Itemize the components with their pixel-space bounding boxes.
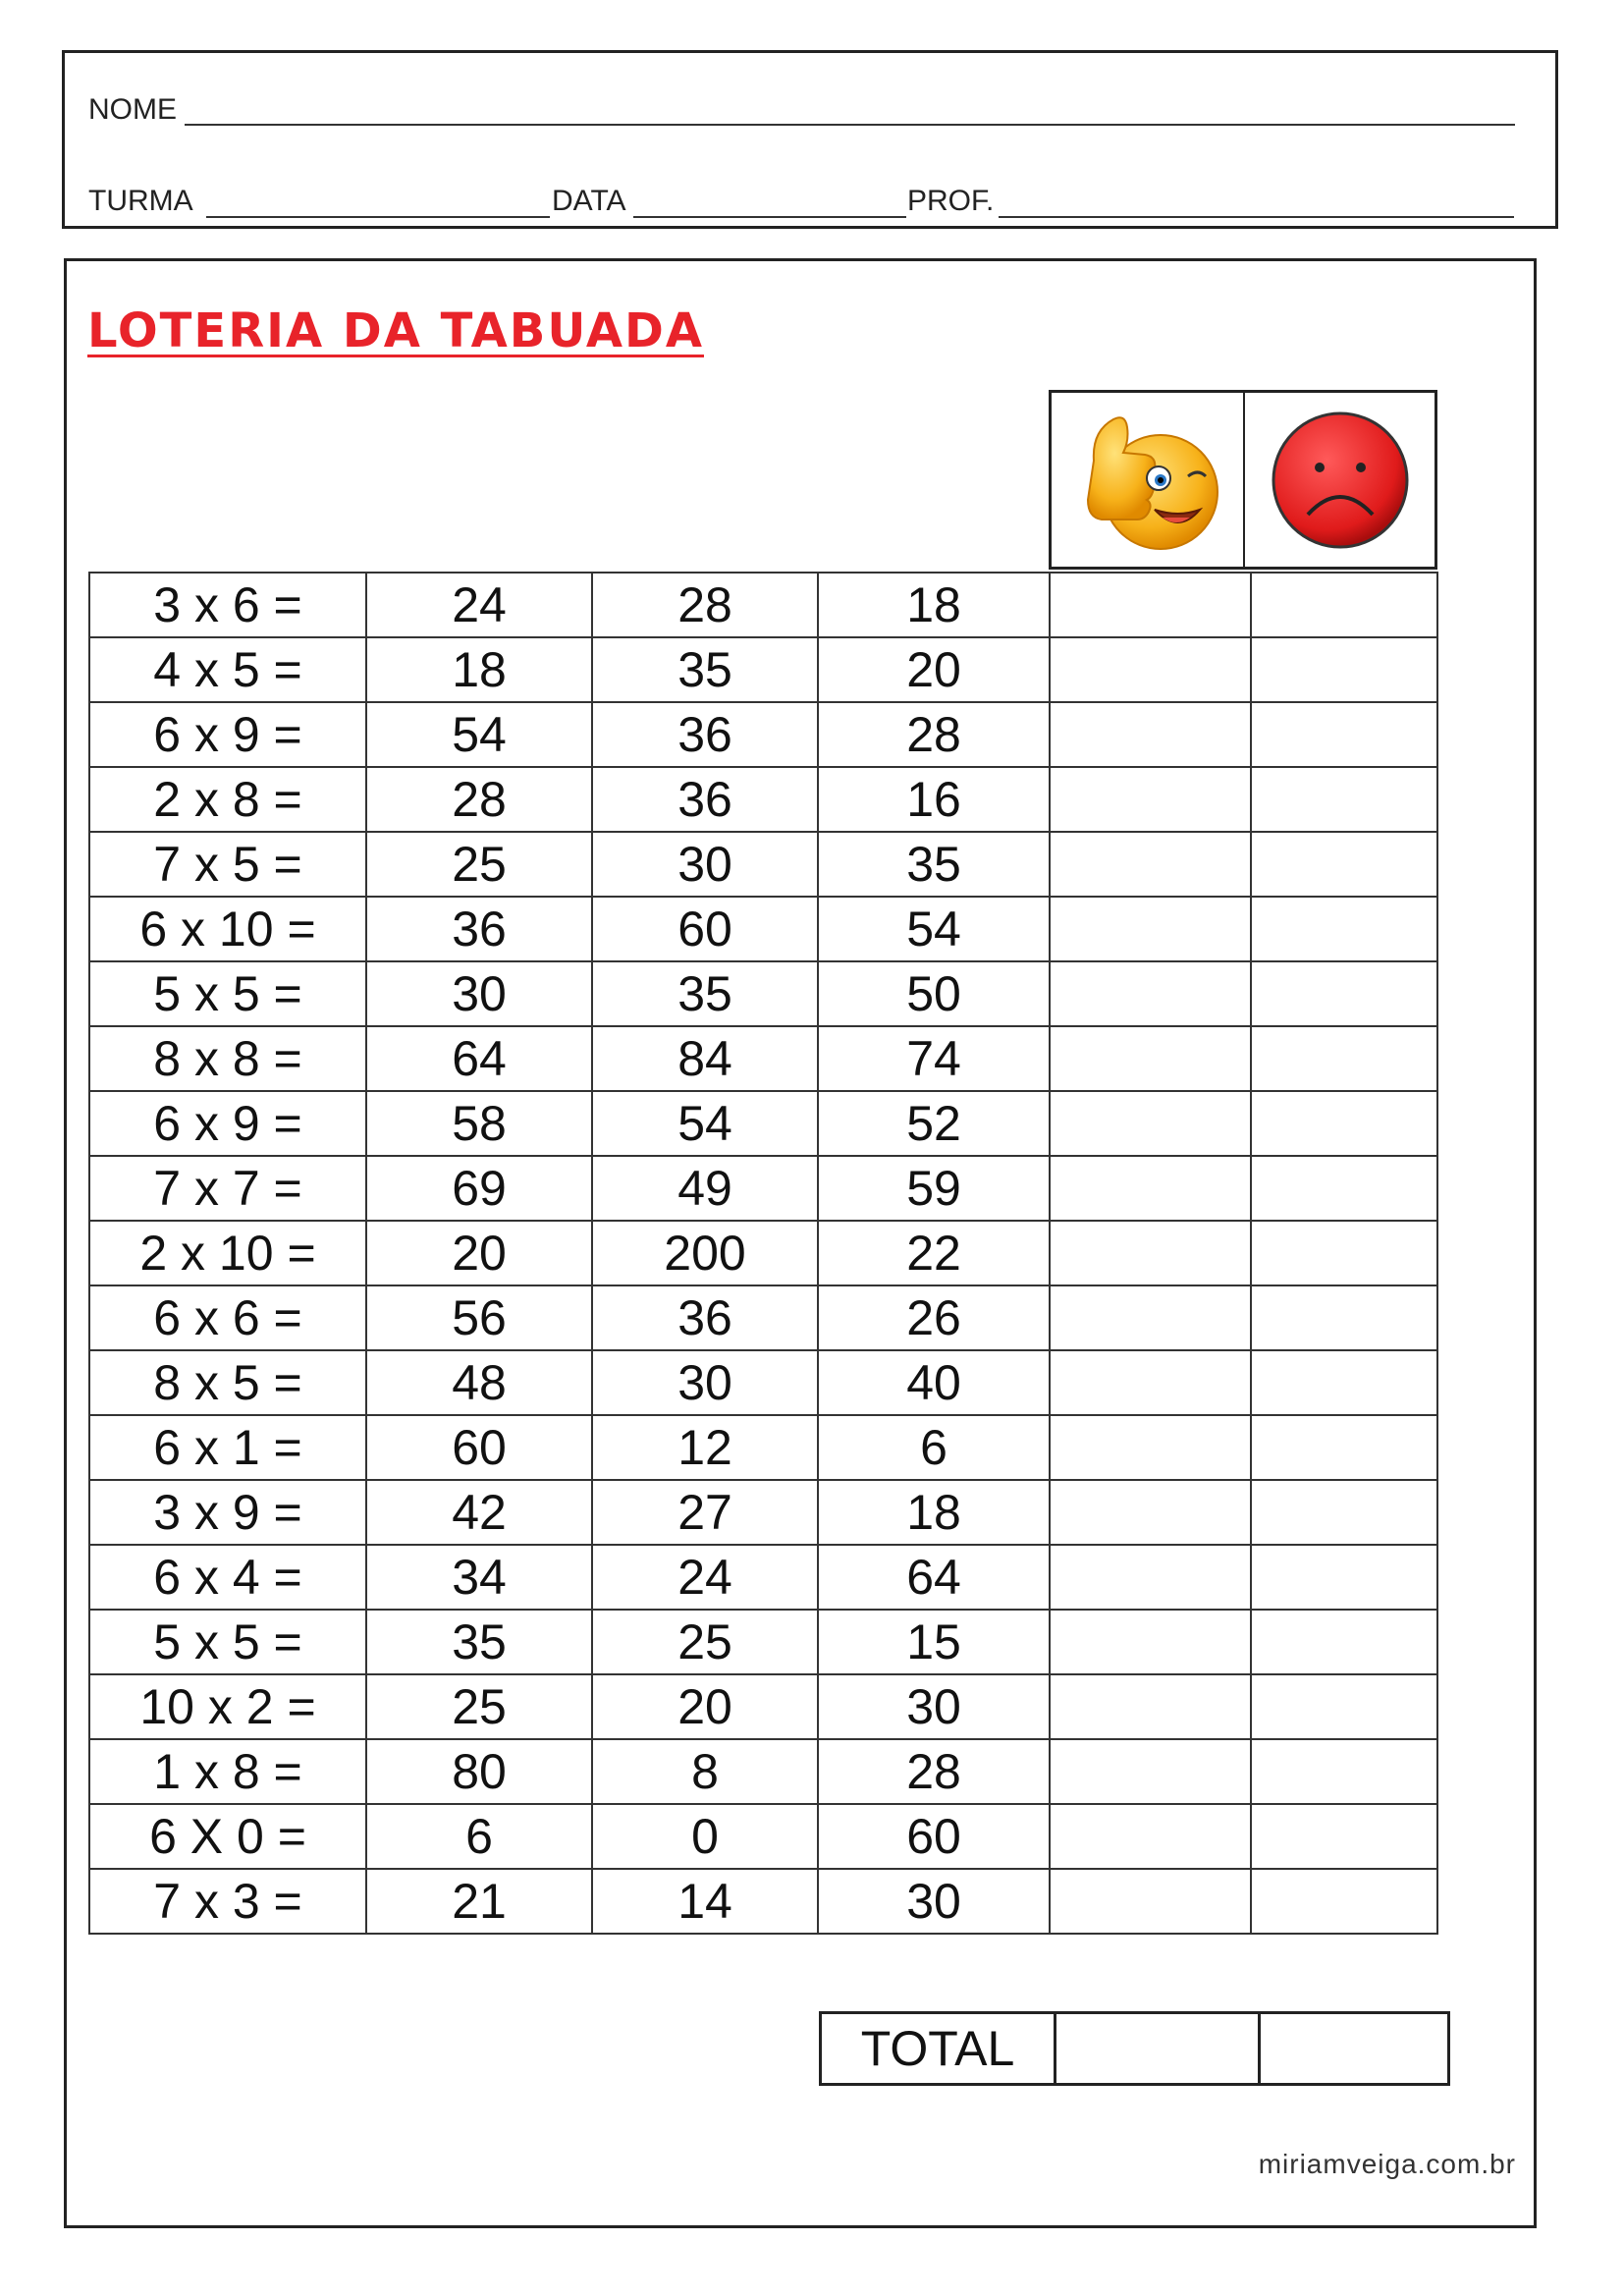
correct-column-header [1052,393,1243,567]
table-row [89,1739,1437,1804]
option-b-cell[interactable]: 28 [592,573,818,637]
option-b-cell[interactable]: 35 [592,637,818,702]
correct-mark-cell[interactable] [1050,1156,1251,1221]
class-label: TURMA [88,185,193,217]
date-field[interactable] [633,216,906,218]
wrong-mark-cell[interactable] [1251,1869,1437,1934]
option-c-cell[interactable]: 35 [818,832,1050,897]
table-row [89,1285,1437,1350]
wrong-mark-cell[interactable] [1251,702,1437,767]
option-b-cell[interactable]: 12 [592,1415,818,1480]
correct-mark-cell[interactable] [1050,1869,1251,1934]
table-row [89,1674,1437,1739]
name-label: NOME [88,93,177,126]
wrong-mark-cell[interactable] [1251,1221,1437,1285]
correct-mark-cell[interactable] [1050,1285,1251,1350]
option-b-cell[interactable]: 20 [592,1674,818,1739]
operation-cell: 7 x 3 = [89,1869,366,1934]
option-b-cell[interactable]: 60 [592,897,818,961]
operation-cell: 6 x 1 = [89,1415,366,1480]
table-row [89,1869,1437,1934]
name-field[interactable] [185,124,1515,126]
wrong-mark-cell[interactable] [1251,1026,1437,1091]
option-c-cell[interactable]: 54 [818,897,1050,961]
wrong-mark-cell[interactable] [1251,1804,1437,1869]
operation-cell: 5 x 5 = [89,961,366,1026]
option-a-cell[interactable]: 20 [366,1221,592,1285]
option-a-cell[interactable]: 18 [366,637,592,702]
option-a-cell[interactable]: 64 [366,1026,592,1091]
operation-cell: 3 x 9 = [89,1480,366,1545]
option-c-cell[interactable]: 18 [818,573,1050,637]
operation-cell: 1 x 8 = [89,1739,366,1804]
option-c-cell[interactable]: 15 [818,1610,1050,1674]
table-row [89,1415,1437,1480]
correct-mark-cell[interactable] [1050,1545,1251,1610]
option-b-cell[interactable]: 14 [592,1869,818,1934]
wrong-mark-cell[interactable] [1251,1091,1437,1156]
option-a-cell[interactable]: 21 [366,1869,592,1934]
option-c-cell[interactable]: 30 [818,1869,1050,1934]
wrong-mark-cell[interactable] [1251,1156,1437,1221]
correct-mark-cell[interactable] [1050,1610,1251,1674]
correct-mark-cell[interactable] [1050,1026,1251,1091]
sad-face-icon [1267,407,1414,554]
total-correct-cell[interactable] [1056,2013,1260,2085]
option-c-cell[interactable]: 28 [818,702,1050,767]
wrong-mark-cell[interactable] [1251,637,1437,702]
option-a-cell[interactable]: 6 [366,1804,592,1869]
option-c-cell[interactable]: 50 [818,961,1050,1026]
option-b-cell[interactable]: 30 [592,832,818,897]
table-row [89,1026,1437,1091]
correct-mark-cell[interactable] [1050,1739,1251,1804]
option-a-cell[interactable]: 60 [366,1415,592,1480]
wrong-mark-cell[interactable] [1251,897,1437,961]
table-row [89,897,1437,961]
correct-mark-cell[interactable] [1050,573,1251,637]
operation-cell: 6 x 9 = [89,702,366,767]
wrong-mark-cell[interactable] [1251,1545,1437,1610]
option-a-cell[interactable]: 48 [366,1350,592,1415]
option-a-cell[interactable]: 54 [366,702,592,767]
correct-mark-cell[interactable] [1050,1480,1251,1545]
table-row [89,1610,1437,1674]
table-row [89,637,1437,702]
operation-cell: 6 x 10 = [89,897,366,961]
correct-mark-cell[interactable] [1050,1221,1251,1285]
operation-cell: 7 x 5 = [89,832,366,897]
option-c-cell[interactable]: 74 [818,1026,1050,1091]
option-b-cell[interactable]: 0 [592,1804,818,1869]
operation-cell: 6 x 4 = [89,1545,366,1610]
option-a-cell[interactable]: 25 [366,832,592,897]
operation-cell: 6 x 9 = [89,1091,366,1156]
total-label: TOTAL [821,2013,1056,2085]
wrong-mark-cell[interactable] [1251,1480,1437,1545]
thumbs-up-wink-emoji-icon [1064,402,1231,559]
option-b-cell[interactable]: 24 [592,1545,818,1610]
worksheet-title: LOTERIA DA TABUADA [87,303,704,358]
wrong-mark-cell[interactable] [1251,961,1437,1026]
multiplication-table [88,572,1438,1935]
option-b-cell[interactable]: 27 [592,1480,818,1545]
option-a-cell[interactable]: 36 [366,897,592,961]
correct-mark-cell[interactable] [1050,637,1251,702]
correct-mark-cell[interactable] [1050,767,1251,832]
correct-mark-cell[interactable] [1050,1350,1251,1415]
option-c-cell[interactable]: 59 [818,1156,1050,1221]
option-b-cell[interactable]: 200 [592,1221,818,1285]
option-b-cell[interactable]: 30 [592,1350,818,1415]
option-a-cell[interactable]: 35 [366,1610,592,1674]
option-c-cell[interactable]: 18 [818,1480,1050,1545]
table-row [89,832,1437,897]
correct-mark-cell[interactable] [1050,1804,1251,1869]
option-c-cell[interactable]: 16 [818,767,1050,832]
option-a-cell[interactable]: 34 [366,1545,592,1610]
operation-cell: 6 x 6 = [89,1285,366,1350]
wrong-mark-cell[interactable] [1251,1285,1437,1350]
wrong-mark-cell[interactable] [1251,1350,1437,1415]
option-c-cell[interactable]: 60 [818,1804,1050,1869]
option-b-cell[interactable]: 84 [592,1026,818,1091]
option-b-cell[interactable]: 49 [592,1156,818,1221]
website-credit: miriamveiga.com.br [1258,2149,1516,2179]
table-row [89,961,1437,1026]
wrong-mark-cell[interactable] [1251,1415,1437,1480]
table-row [89,1545,1437,1610]
option-c-cell[interactable]: 6 [818,1415,1050,1480]
correct-mark-cell[interactable] [1050,702,1251,767]
icon-header [1049,390,1437,570]
table-row [89,1350,1437,1415]
table-row [89,1091,1437,1156]
operation-cell: 6 X 0 = [89,1804,366,1869]
option-a-cell[interactable]: 69 [366,1156,592,1221]
class-field[interactable] [206,216,550,218]
wrong-mark-cell[interactable] [1251,1674,1437,1739]
operation-cell: 2 x 8 = [89,767,366,832]
wrong-mark-cell[interactable] [1251,767,1437,832]
wrong-mark-cell[interactable] [1251,1739,1437,1804]
correct-mark-cell[interactable] [1050,897,1251,961]
correct-mark-cell[interactable] [1050,1091,1251,1156]
operation-cell: 4 x 5 = [89,637,366,702]
option-a-cell[interactable]: 80 [366,1739,592,1804]
correct-mark-cell[interactable] [1050,1415,1251,1480]
operation-cell: 2 x 10 = [89,1221,366,1285]
option-b-cell[interactable]: 36 [592,1285,818,1350]
teacher-field[interactable] [999,216,1514,218]
table-row [89,1156,1437,1221]
option-b-cell[interactable]: 25 [592,1610,818,1674]
option-a-cell[interactable]: 25 [366,1674,592,1739]
correct-mark-cell[interactable] [1050,1674,1251,1739]
table-row [89,767,1437,832]
wrong-mark-cell[interactable] [1251,1610,1437,1674]
option-a-cell[interactable]: 24 [366,573,592,637]
option-a-cell[interactable]: 30 [366,961,592,1026]
operation-cell: 10 x 2 = [89,1674,366,1739]
option-a-cell[interactable]: 28 [366,767,592,832]
operation-cell: 3 x 6 = [89,573,366,637]
wrong-column-header [1243,393,1435,567]
wrong-mark-cell[interactable] [1251,832,1437,897]
date-label: DATA [552,185,626,217]
option-b-cell[interactable]: 54 [592,1091,818,1156]
option-a-cell[interactable]: 56 [366,1285,592,1350]
option-c-cell[interactable]: 30 [818,1674,1050,1739]
option-a-cell[interactable]: 42 [366,1480,592,1545]
table-row [89,702,1437,767]
operation-cell: 7 x 7 = [89,1156,366,1221]
header-box [62,50,1558,229]
operation-cell: 5 x 5 = [89,1610,366,1674]
option-b-cell[interactable]: 35 [592,961,818,1026]
teacher-label: PROF. [907,185,995,217]
total-row [819,2011,1450,2086]
option-b-cell[interactable]: 36 [592,702,818,767]
table-row [89,573,1437,637]
option-c-cell[interactable]: 52 [818,1091,1050,1156]
correct-mark-cell[interactable] [1050,832,1251,897]
table-row [89,1804,1437,1869]
option-b-cell[interactable]: 36 [592,767,818,832]
option-a-cell[interactable]: 58 [366,1091,592,1156]
operation-cell: 8 x 8 = [89,1026,366,1091]
option-c-cell[interactable]: 22 [818,1221,1050,1285]
total-wrong-cell[interactable] [1260,2013,1449,2085]
table-row [89,1480,1437,1545]
option-c-cell[interactable]: 64 [818,1545,1050,1610]
table-row [89,1221,1437,1285]
operation-cell: 8 x 5 = [89,1350,366,1415]
option-c-cell[interactable]: 26 [818,1285,1050,1350]
option-c-cell[interactable]: 40 [818,1350,1050,1415]
wrong-mark-cell[interactable] [1251,573,1437,637]
option-c-cell[interactable]: 20 [818,637,1050,702]
correct-mark-cell[interactable] [1050,961,1251,1026]
option-c-cell[interactable]: 28 [818,1739,1050,1804]
option-b-cell[interactable]: 8 [592,1739,818,1804]
